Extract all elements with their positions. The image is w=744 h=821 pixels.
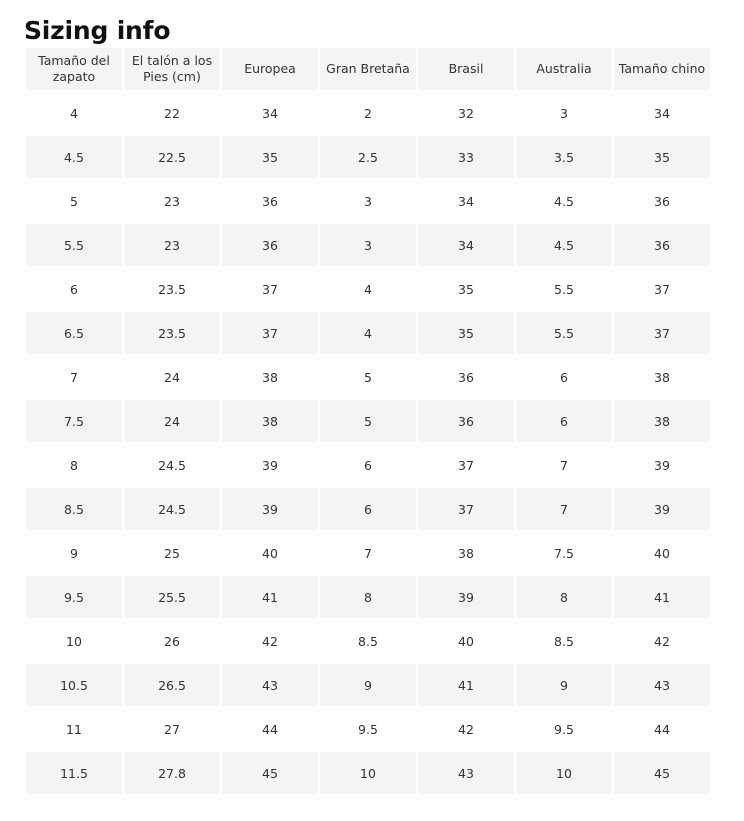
table-cell: 33 (418, 136, 514, 178)
table-cell: 6 (320, 488, 416, 530)
table-cell: 42 (418, 708, 514, 750)
table-cell: 8 (26, 444, 122, 486)
table-cell: 44 (614, 708, 710, 750)
table-cell: 22 (124, 92, 220, 134)
table-cell: 37 (614, 268, 710, 310)
table-cell: 40 (614, 532, 710, 574)
table-cell: 4.5 (516, 224, 612, 266)
table-cell: 6.5 (26, 312, 122, 354)
table-cell: 41 (222, 576, 318, 618)
table-cell: 44 (222, 708, 318, 750)
table-cell: 39 (222, 488, 318, 530)
table-body (26, 92, 710, 794)
table-cell: 10.5 (26, 664, 122, 706)
table-row (26, 488, 710, 530)
table-cell: 6 (516, 400, 612, 442)
table-cell: 39 (222, 444, 318, 486)
table-header (26, 48, 710, 90)
table-cell: 7 (516, 488, 612, 530)
table-cell: 9.5 (320, 708, 416, 750)
header-row (26, 48, 710, 90)
table-cell: 4 (26, 92, 122, 134)
table-cell: 6 (320, 444, 416, 486)
table-cell: 45 (222, 752, 318, 794)
table-row (26, 224, 710, 266)
table-cell: 8 (516, 576, 612, 618)
table-cell: 42 (614, 620, 710, 662)
table-cell: 37 (222, 312, 318, 354)
table-cell: 34 (418, 224, 514, 266)
table-cell: 5 (320, 356, 416, 398)
table-cell: 32 (418, 92, 514, 134)
table-cell: 10 (320, 752, 416, 794)
table-row (26, 620, 710, 662)
column-header: Gran Bretaña (320, 48, 416, 90)
table-cell: 36 (418, 356, 514, 398)
table-cell: 34 (418, 180, 514, 222)
table-cell: 5.5 (516, 312, 612, 354)
table-cell: 4 (320, 312, 416, 354)
table-cell: 3 (320, 224, 416, 266)
table-cell: 10 (26, 620, 122, 662)
table-cell: 27.8 (124, 752, 220, 794)
page-title: Sizing info (24, 16, 171, 45)
table-cell: 9 (26, 532, 122, 574)
table-cell: 43 (614, 664, 710, 706)
table-cell: 25 (124, 532, 220, 574)
table-row (26, 664, 710, 706)
table-cell: 9.5 (516, 708, 612, 750)
table-cell: 45 (614, 752, 710, 794)
table-row (26, 576, 710, 618)
table-row (26, 268, 710, 310)
table-cell: 23.5 (124, 268, 220, 310)
table-cell: 3 (516, 92, 612, 134)
table-cell: 7 (516, 444, 612, 486)
table-cell: 36 (418, 400, 514, 442)
table-row (26, 92, 710, 134)
table-cell: 24 (124, 356, 220, 398)
table-cell: 35 (614, 136, 710, 178)
table-cell: 27 (124, 708, 220, 750)
table-cell: 4 (320, 268, 416, 310)
table-cell: 8.5 (516, 620, 612, 662)
table-cell: 22.5 (124, 136, 220, 178)
column-header: Europea (222, 48, 318, 90)
table-cell: 36 (222, 224, 318, 266)
table-cell: 35 (418, 312, 514, 354)
table-cell: 11.5 (26, 752, 122, 794)
table-cell: 8.5 (26, 488, 122, 530)
size-chart-table (24, 46, 712, 796)
table-cell: 8 (320, 576, 416, 618)
table-cell: 9.5 (26, 576, 122, 618)
column-header: El talón a los Pies (cm) (124, 48, 220, 90)
table-cell: 7 (26, 356, 122, 398)
column-header: Tamaño chino (614, 48, 710, 90)
column-header: Australia (516, 48, 612, 90)
table-cell: 10 (516, 752, 612, 794)
table-cell: 35 (418, 268, 514, 310)
table-cell: 4.5 (26, 136, 122, 178)
table-cell: 38 (222, 400, 318, 442)
table-cell: 35 (222, 136, 318, 178)
table-row (26, 312, 710, 354)
table-cell: 24 (124, 400, 220, 442)
table-cell: 37 (418, 444, 514, 486)
table-cell: 23 (124, 224, 220, 266)
table-cell: 26.5 (124, 664, 220, 706)
table-cell: 2.5 (320, 136, 416, 178)
table-cell: 5 (26, 180, 122, 222)
table-cell: 7.5 (516, 532, 612, 574)
table-cell: 8.5 (320, 620, 416, 662)
table-cell: 3.5 (516, 136, 612, 178)
table-cell: 36 (614, 224, 710, 266)
table-row (26, 180, 710, 222)
table-cell: 43 (222, 664, 318, 706)
table-cell: 38 (614, 356, 710, 398)
table-cell: 9 (320, 664, 416, 706)
table-cell: 34 (614, 92, 710, 134)
table-cell: 11 (26, 708, 122, 750)
table-cell: 37 (222, 268, 318, 310)
table-cell: 40 (418, 620, 514, 662)
table-cell: 41 (418, 664, 514, 706)
table-cell: 38 (614, 400, 710, 442)
table-cell: 39 (418, 576, 514, 618)
table-cell: 42 (222, 620, 318, 662)
table-cell: 24.5 (124, 444, 220, 486)
table-cell: 43 (418, 752, 514, 794)
table-cell: 39 (614, 444, 710, 486)
table-cell: 40 (222, 532, 318, 574)
table-cell: 7 (320, 532, 416, 574)
table-cell: 34 (222, 92, 318, 134)
table-cell: 9 (516, 664, 612, 706)
table-cell: 4.5 (516, 180, 612, 222)
table-row (26, 136, 710, 178)
table-cell: 2 (320, 92, 416, 134)
table-cell: 3 (320, 180, 416, 222)
table-cell: 7.5 (26, 400, 122, 442)
table-cell: 5 (320, 400, 416, 442)
table-cell: 37 (614, 312, 710, 354)
table-cell: 38 (222, 356, 318, 398)
table-cell: 37 (418, 488, 514, 530)
table-cell: 25.5 (124, 576, 220, 618)
table-cell: 38 (418, 532, 514, 574)
table-row (26, 444, 710, 486)
column-header: Brasil (418, 48, 514, 90)
table-cell: 39 (614, 488, 710, 530)
table-cell: 6 (26, 268, 122, 310)
table-row (26, 356, 710, 398)
table-row (26, 752, 710, 794)
table-cell: 23.5 (124, 312, 220, 354)
table-row (26, 708, 710, 750)
table-cell: 36 (614, 180, 710, 222)
table-cell: 23 (124, 180, 220, 222)
table-cell: 26 (124, 620, 220, 662)
table-cell: 6 (516, 356, 612, 398)
table-cell: 41 (614, 576, 710, 618)
table-cell: 24.5 (124, 488, 220, 530)
table-cell: 36 (222, 180, 318, 222)
table-cell: 5.5 (516, 268, 612, 310)
table-cell: 5.5 (26, 224, 122, 266)
table-row (26, 532, 710, 574)
table-row (26, 400, 710, 442)
column-header: Tamaño del zapato (26, 48, 122, 90)
